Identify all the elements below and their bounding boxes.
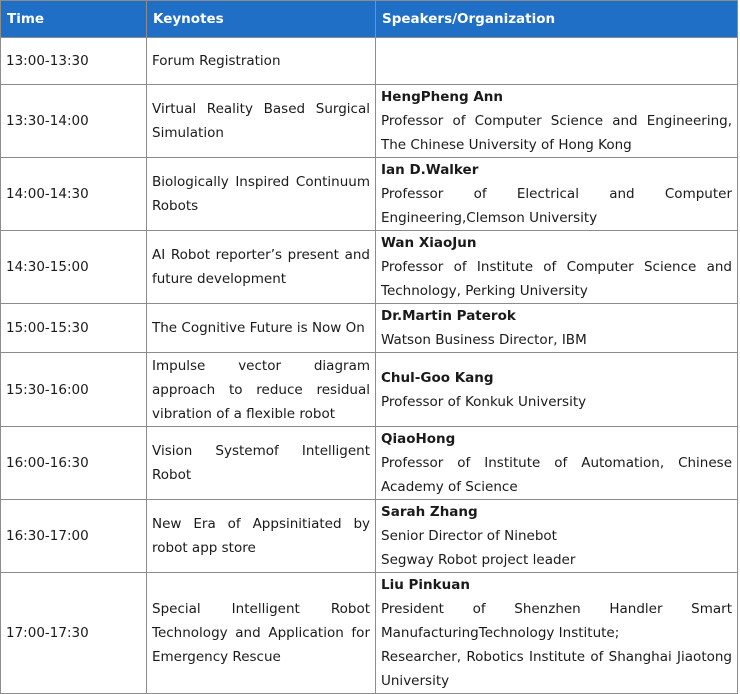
speaker-affiliation: Professor of Electrical and Computer Engineering,Clemson University	[381, 186, 732, 226]
keynote-cell: AI Robot reporter’s present and future development	[147, 231, 376, 304]
speaker-affiliation: Watson Business Director, IBM	[381, 332, 587, 348]
speaker-cell	[376, 38, 738, 85]
speaker-affiliation: Professor of Institute of Computer Science and Technology, Perking University	[381, 259, 732, 299]
speaker-cell	[376, 231, 738, 304]
time-cell: 14:30-15:00	[1, 231, 147, 304]
time-cell: 16:00-16:30	[1, 427, 147, 500]
keynote-cell: Biologically Inspired Continuum Robots	[147, 158, 376, 231]
speaker-cell	[376, 427, 738, 500]
speaker-cell	[376, 158, 738, 231]
time-cell: 15:00-15:30	[1, 304, 147, 353]
speaker-name: HengPheng Ann	[381, 89, 504, 105]
time-cell: 14:00-14:30	[1, 158, 147, 231]
time-cell: 16:30-17:00	[1, 500, 147, 573]
header-time: Time	[1, 1, 147, 38]
speaker-affiliation: Professor of Institute of Automation, Chinese Academy of Science	[381, 455, 732, 495]
keynote-cell: Impulse vector diagram approach to reduce residual vibration of a flexible robot	[147, 353, 376, 427]
speaker-cell	[376, 500, 738, 573]
speaker-name: Chul-Goo Kang	[381, 369, 494, 386]
speaker-affiliation: Segway Robot project leader	[381, 552, 576, 568]
speaker-name: Wan XiaoJun	[381, 235, 477, 251]
header-row	[1, 1, 738, 38]
time-cell: 15:30-16:00	[1, 353, 147, 427]
time-cell: 13:00-13:30	[1, 38, 147, 85]
keynote-cell: Virtual Reality Based Surgical Simulation	[147, 85, 376, 158]
table-row	[1, 158, 738, 231]
speaker-affiliation: President of Shenzhen Handler Smart ManufacturingTechnology Institute;	[381, 601, 732, 641]
speaker-cell	[376, 304, 738, 353]
keynote-cell: New Era of Appsinitiated by robot app store	[147, 500, 376, 573]
time-cell: 13:30-14:00	[1, 85, 147, 158]
speaker-affiliation: Professor of Computer Science and Engineering, The Chinese University of Hong Kong	[381, 113, 732, 153]
table-row	[1, 231, 738, 304]
time-cell: 17:00-17:30	[1, 573, 147, 694]
table-row	[1, 85, 738, 158]
keynote-cell: Vision Systemof Intelligent Robot	[147, 427, 376, 500]
speaker-name: Sarah Zhang	[381, 504, 478, 520]
header-keynotes: Keynotes	[147, 1, 376, 38]
table-row	[1, 38, 738, 85]
speaker-affiliation: Senior Director of Ninebot	[381, 528, 557, 544]
table-row	[1, 353, 738, 427]
speaker-cell	[376, 573, 738, 694]
keynote-cell: Special Intelligent Robot Technology and Application for Emergency Rescue	[147, 573, 376, 694]
header-speakers: Speakers/Organization	[376, 1, 738, 38]
speaker-affiliation: Researcher, Robotics Institute of Shanghai Jiaotong University	[381, 649, 732, 689]
speaker-affiliation: Professor of Konkuk University	[381, 393, 587, 410]
table-row	[1, 304, 738, 353]
speaker-cell	[376, 85, 738, 158]
speaker-cell	[376, 353, 738, 427]
speaker-name: Dr.Martin Paterok	[381, 308, 516, 324]
table-row	[1, 573, 738, 694]
table-row	[1, 500, 738, 573]
keynote-cell: The Cognitive Future is Now On	[147, 304, 376, 353]
speaker-name: Liu Pinkuan	[381, 577, 470, 593]
table-row	[1, 427, 738, 500]
speaker-name: Ian D.Walker	[381, 162, 479, 178]
keynote-cell: Forum Registration	[147, 38, 376, 85]
speaker-name: QiaoHong	[381, 431, 456, 447]
